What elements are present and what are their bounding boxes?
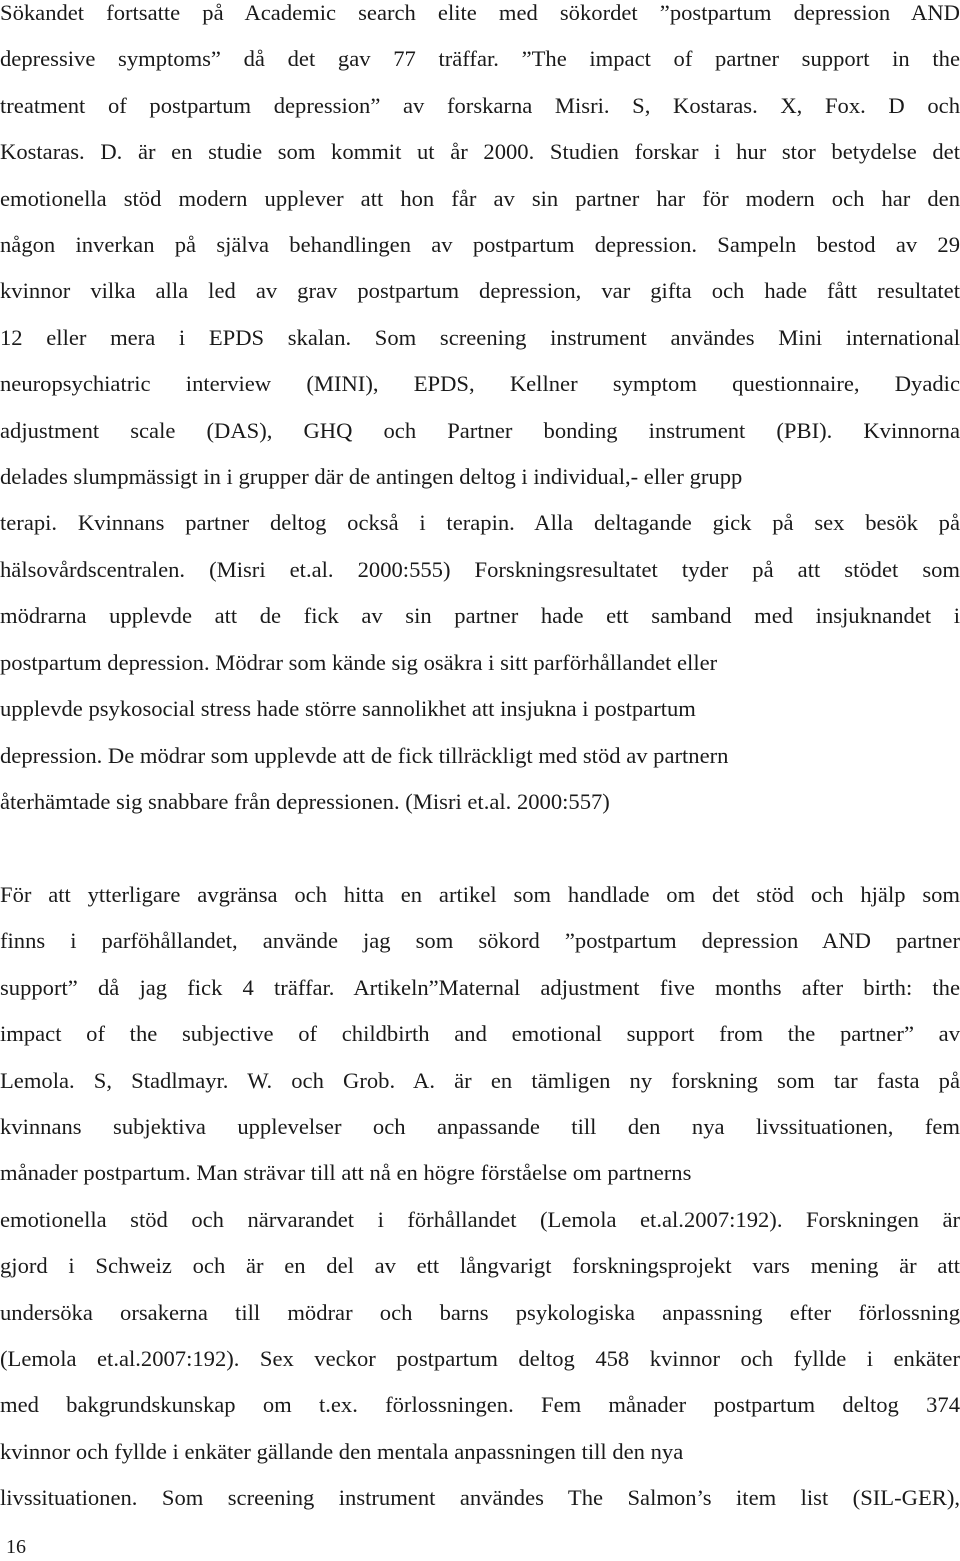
- text-line: gjord i Schweiz och är en del av ett långvarigt forskningsprojekt vars mening är att: [0, 1253, 960, 1279]
- text-line: emotionella stöd och närvarandet i förhållandet (Lemola et.al.2007:192). Forskningen är: [0, 1206, 960, 1232]
- text-line: För att ytterligare avgränsa och hitta en artikel som handlade om det stöd och hjälp som: [0, 882, 960, 907]
- text-line: återhämtade sig snabbare från depressionen. (Misri et.al. 2000:557): [0, 788, 610, 814]
- text-line: Sökandet fortsatte på Academic search elite med sökordet ”postpartum depression AND: [0, 0, 960, 25]
- text-line: impact of the subjective of childbirth and emotional support from the partner” av: [0, 1021, 960, 1047]
- paragraph-maternal-adjustment-study: [0, 872, 960, 1522]
- text-line: support” då jag fick 4 träffar. Artikeln”Maternal adjustment five months after birth: the: [0, 974, 960, 1000]
- text-line: mödrarna upplevde att de fick av sin partner hade ett samband med insjuknandet i: [0, 603, 960, 629]
- text-line: hälsovårdscentralen. (Misri et.al. 2000:555) Forskningsresultatet tyder på att stödet som: [0, 556, 960, 582]
- text-line: delades slumpmässigt in i grupper där de antingen deltog i individual,- eller grupp: [0, 464, 743, 490]
- text-line: någon inverkan på själva behandlingen av postpartum depression. Sampeln bestod av 29: [0, 232, 960, 258]
- text-line: neuropsychiatric interview (MINI), EPDS, Kellner symptom questionnaire, Dyadic: [0, 371, 960, 397]
- text-line: kvinnans subjektiva upplevelser och anpassande till den nya livssituationen, fem: [0, 1114, 960, 1140]
- text-line: depression. De mödrar som upplevde att de fick tillräckligt med stöd av partnern: [0, 742, 729, 768]
- text-line: depressive symptoms” då det gav 77 träffar. ”The impact of partner support in the: [0, 46, 960, 72]
- text-line: emotionella stöd modern upplever att hon får av sin partner har för modern och har den: [0, 185, 960, 211]
- text-line: postpartum depression. Mödrar som kände sig osäkra i sitt parförhållandet eller: [0, 649, 718, 675]
- text-line: livssituationen. Som screening instrument användes The Salmon’s item list (SIL-GER),: [0, 1485, 960, 1511]
- text-line: med bakgrundskunskap om t.ex. förlossningen. Fem månader postpartum deltog 374: [0, 1392, 960, 1418]
- text-line: undersöka orsakerna till mödrar och barns psykologiska anpassning efter förlossning: [0, 1299, 960, 1325]
- text-line: treatment of postpartum depression” av forskarna Misri. S, Kostaras. X, Fox. D och: [0, 92, 960, 118]
- text-line: adjustment scale (DAS), GHQ och Partner bonding instrument (PBI). Kvinnorna: [0, 417, 960, 443]
- text-line: (Lemola et.al.2007:192). Sex veckor postpartum deltog 458 kvinnor och fyllde i enkäter: [0, 1346, 960, 1372]
- text-line: Lemola. S, Stadlmayr. W. och Grob. A. är en tämligen ny forskning som tar fasta på: [0, 1067, 960, 1093]
- page-number: 16: [6, 1536, 26, 1558]
- text-line: månader postpartum. Man strävar till att nå en högre förståelse om partnerns: [0, 1160, 692, 1186]
- text-line: Kostaras. D. är en studie som kommit ut år 2000. Studien forskar i hur stor betydelse det: [0, 139, 960, 165]
- text-line: kvinnor vilka alla led av grav postpartum depression, var gifta och hade fått resultatet: [0, 278, 960, 304]
- text-line: kvinnor och fyllde i enkäter gällande den mentala anpassningen till den nya: [0, 1438, 684, 1464]
- text-line: 12 eller mera i EPDS skalan. Som screening instrument användes Mini international: [0, 324, 960, 350]
- text-line: terapi. Kvinnans partner deltog också i terapin. Alla deltagande gick på sex besök på: [0, 510, 960, 536]
- text-line: finns i parföhållandet, använde jag som sökord ”postpartum depression AND partner: [0, 928, 960, 954]
- text-line: upplevde psykosocial stress hade större sannolikhet att insjukna i postpartum: [0, 696, 696, 722]
